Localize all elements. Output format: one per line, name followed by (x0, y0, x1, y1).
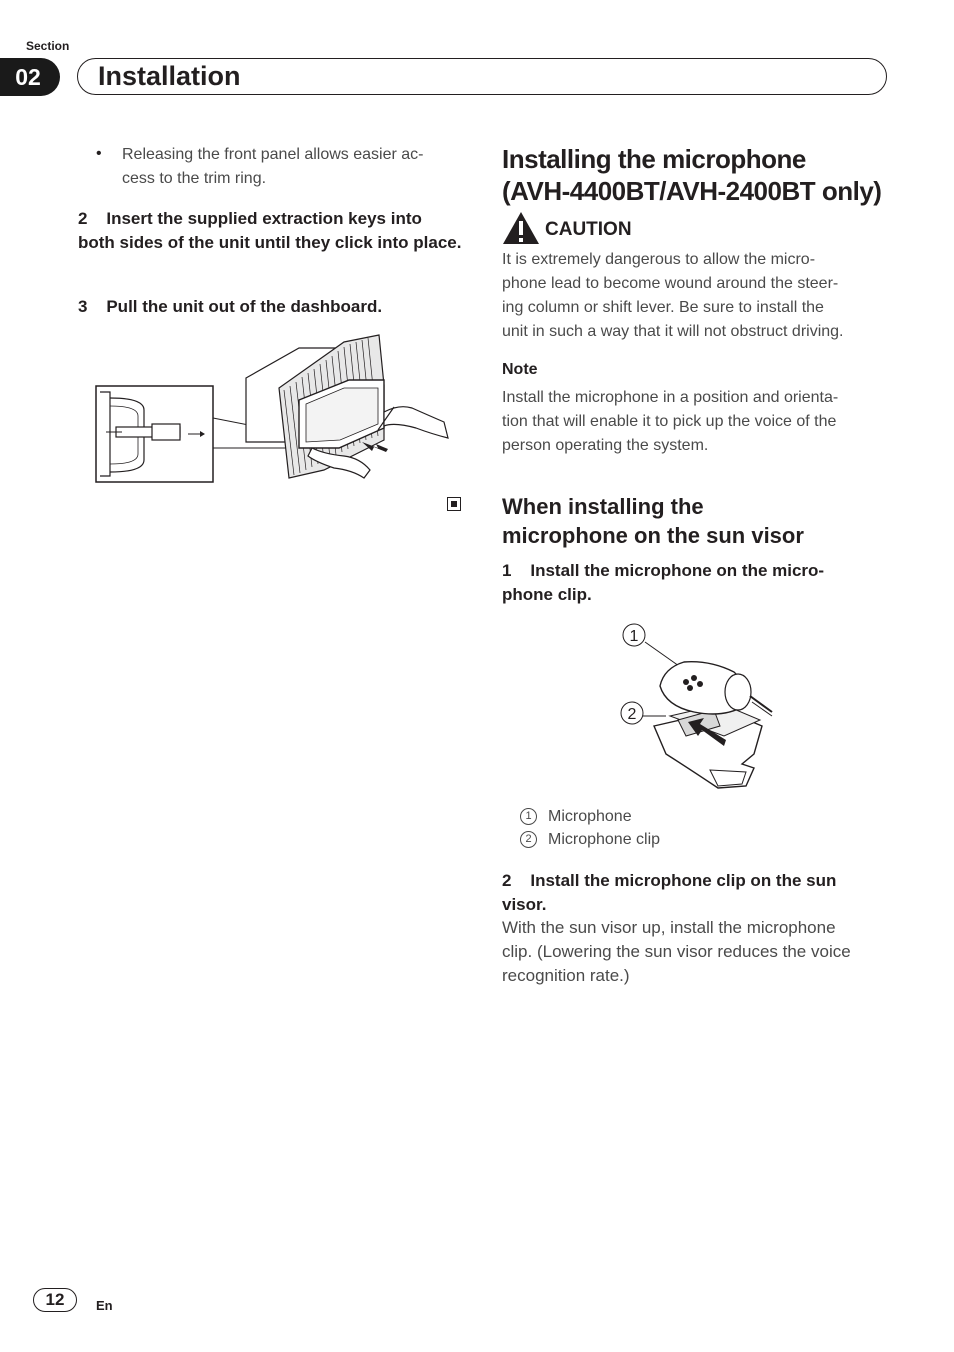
step-3-instruction: 3 Pull the unit out of the dashboard. (78, 297, 383, 316)
unit-removal-illustration (94, 330, 454, 490)
legend-number: 1 (520, 808, 537, 825)
section-end-marker (447, 497, 461, 511)
legend-item (520, 805, 660, 828)
legend-number: 2 (520, 831, 537, 848)
page-title: Installation (98, 61, 241, 91)
microphone-heading: Installing the microphone (AVH-4400BT/AVH-2400BT only) (502, 144, 882, 206)
warning-icon (502, 211, 540, 245)
legend-label: Microphone (548, 808, 632, 825)
section-number-tab: 02 (0, 58, 60, 96)
legend-label: Microphone clip (548, 831, 661, 848)
microphone-clip-illustration (614, 616, 784, 794)
note-label: Note (502, 361, 538, 378)
page-number: 12 (33, 1288, 77, 1312)
section-label: Section (26, 39, 70, 53)
figure-legend (520, 805, 660, 851)
bullet-icon: • (96, 145, 102, 162)
bullet-note: Releasing the front panel allows easier ac- cess to the trim ring. (122, 146, 424, 187)
legend-item (520, 828, 660, 851)
step-2-instruction: 2 Insert the supplied extraction keys into both sides of the unit until they click into place. (78, 209, 462, 252)
svg-text:1: 1 (629, 628, 639, 645)
caution-text: It is extremely dangerous to allow the micro- phone lead to become wound around the steer- ing column or shift lever. Be sure to install the unit in such a way that it will not obstruct driving. (502, 251, 844, 340)
note-text: Install the microphone in a position and orienta- tion that will enable it to pick up the voice of the person operating the system. (502, 389, 839, 454)
step-2-sun-visor-text: With the sun visor up, install the microphone clip. (Lowering the sun visor reduces the voice recognition rate.) (502, 918, 851, 985)
step-2-sun-visor-instruction: 2 Install the microphone clip on the sun visor. (502, 871, 837, 914)
step-1-instruction: 1 Install the microphone on the micro- phone clip. (502, 561, 825, 604)
language-code: En (96, 1298, 113, 1313)
svg-text:2: 2 (627, 706, 637, 723)
sun-visor-heading: When installing the microphone on the sun visor (502, 494, 804, 548)
caution-label: CAUTION (545, 219, 632, 240)
